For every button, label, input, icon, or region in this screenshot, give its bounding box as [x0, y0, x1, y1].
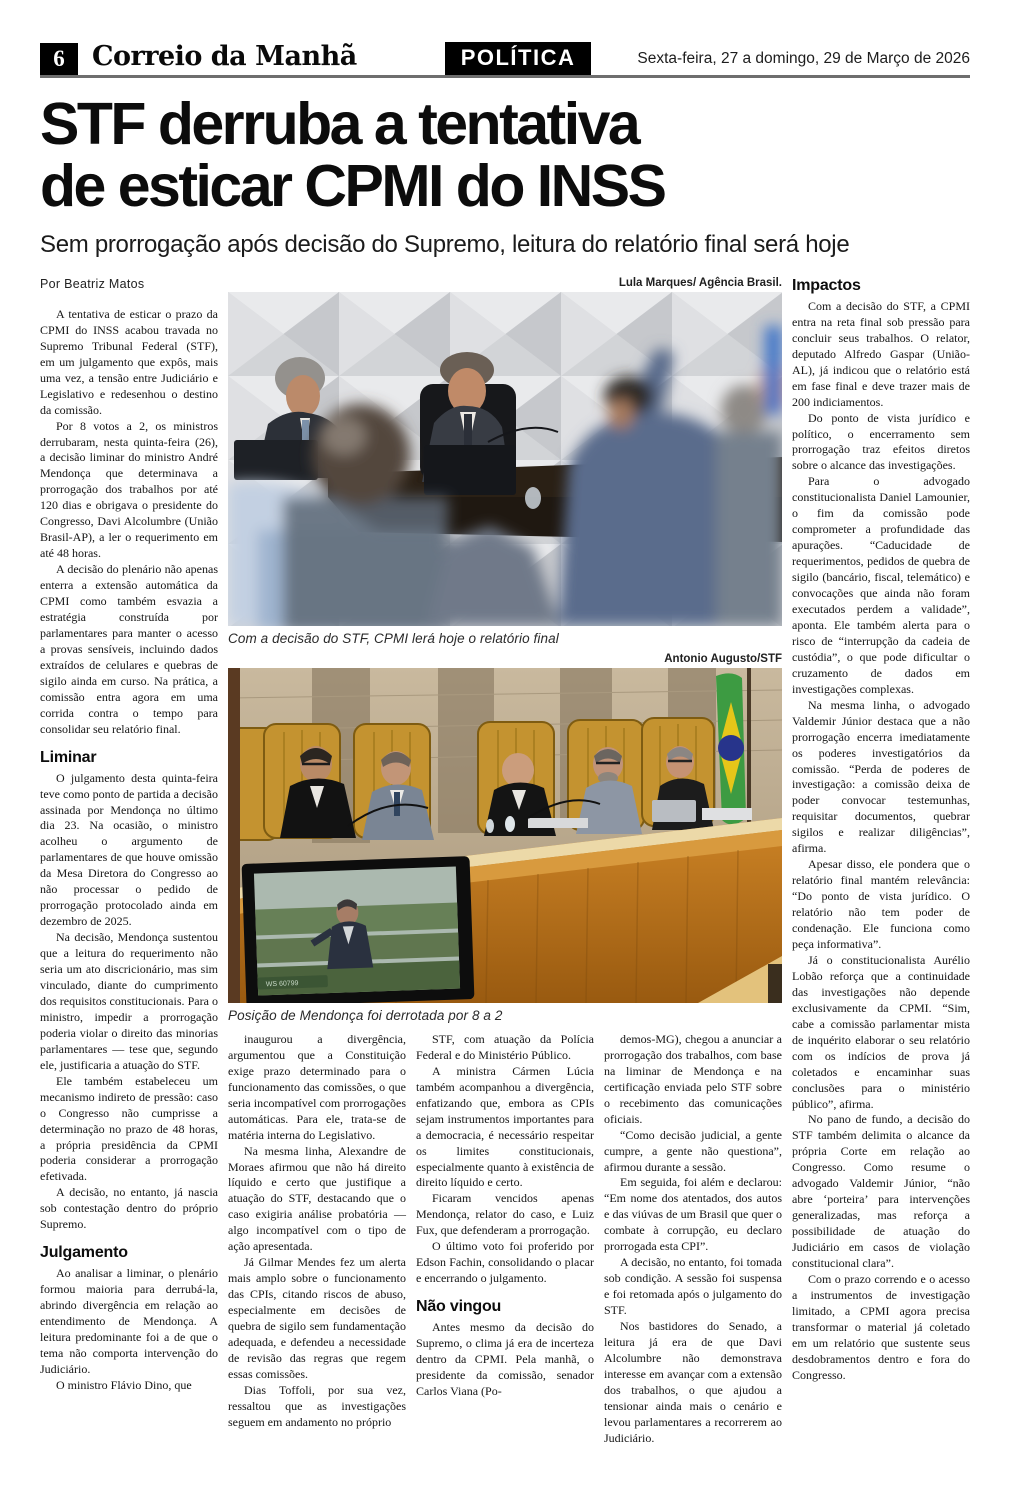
paragraph: Ao analisar a liminar, o plenário formou maioria para derrubá-la, abrindo divergência em relação ao entendimento de Mendonça. A leitura predominante foi a de que o tema não comporta intervenção do Judiciário. [40, 1266, 218, 1376]
photo-credit-2: Antonio Augusto/STF [664, 652, 782, 665]
tv-screen-label: WS 60799 [265, 979, 299, 989]
paragraph: A ministra Cármen Lúcia também acompanhou a divergência, enfatizando que, embora as CPIs sejam instrumentos importantes para a democracia, é necessário respeitar os limites constitucionais, especialmente quanto à existência de direito líquido e certo. [416, 1063, 594, 1190]
paragraph: No pano de fundo, a decisão do STF também delimita o alcance da própria Corte em relação ao Congresso. Como resume o advogado Valdemir Júnior, “não abre ‘porteira’ para intervenções generalizadas, mas reforça a possibilidade de atuação do Judiciário em casos de violação constitucional clara”. [792, 1112, 970, 1271]
paragraph: Com a decisão do STF, a CPMI entra na reta final sob pressão para concluir seus trabalhos. O relator, deputado Alfredo Gaspar (União-AL), já indicou que o relatório está em fase final e deve trazer mais de 200 indiciamentos. [792, 298, 970, 409]
headline [40, 91, 970, 219]
paragraph: A decisão do plenário não apenas enterra a extensão automática da CPMI como também esvazia a estratégia construída por parlamentares para manter o acesso a provas sensíveis, incluindo dados extraídos de celulares e quebras de sigilo ainda em curso. Na prática, a comissão entra agora em uma corrida contra o tempo para consolidar seu relatório final. [40, 562, 218, 736]
paragraph: Por 8 votos a 2, os ministros derrubaram, nesta quinta-feira (26), a decisão liminar do ministro André Mendonça que determinava a prorrogação dos trabalhos por até 120 dias e obrigava o presidente do Congresso, Davi Alcolumbre (União Brasil-AP), a ler o requerimento em até 48 horas. [40, 418, 218, 561]
paragraph: Na decisão, Mendonça sustentou que a leitura do requerimento não seria um ato discricionário, mas sim vinculado, diante do cumprimento dos requisitos constitucionais. Para o ministro, impedir a prorrogação poderia violar o direito das minorias parlamentares — tese que, segundo ele, justificaria a atuação do STF. [40, 930, 218, 1072]
section-heading-impactos: Impactos [792, 276, 861, 294]
paragraph: Antes mesmo da decisão do Supremo, o clima já era de incerteza dentro da CPMI. Pela manhã, o presidente da comissão, senador Carlos Viana (Po- [416, 1320, 594, 1398]
section-heading-liminar: Liminar [40, 748, 97, 766]
masthead: Correio da Manhã [92, 41, 357, 72]
page-header [40, 42, 970, 78]
paragraph: Com o prazo correndo e o acesso a instrumentos de investigação limitado, a CPMI agora precisa transformar o material já coletado em um relatório que sustente seus desdobramentos dentro e fora do Congresso. [792, 1272, 970, 1382]
article-column-4 [604, 1032, 782, 1447]
paragraph: Ficaram vencidos apenas Mendonça, relator do caso, e Luiz Fux, que defenderam a prorrogação. [416, 1191, 594, 1238]
stf-plenary-photo [228, 668, 782, 1003]
paragraph: “Como decisão judicial, a gente cumpre, a gente não questiona”, afirmou durante a sessão. [604, 1127, 782, 1174]
photo-credit-1: Lula Marques/ Agência Brasil. [618, 276, 782, 289]
paragraph: O último voto foi proferido por Edson Fachin, consolidando o placar e encerrando o julgamento. [416, 1239, 594, 1286]
headline-line-2: de esticar CPMI do INSS [40, 152, 665, 219]
photo-caption-1: Com a decisão do STF, CPMI lerá hoje o relatório final [228, 630, 559, 646]
photo-caption-2: Posição de Mendonça foi derrotada por 8 a 2 [228, 1007, 503, 1023]
page-number: 6 [40, 43, 78, 75]
content-grid [40, 277, 970, 1447]
paragraph: Em seguida, foi além e declarou: “Em nome dos atentados, dos autos e das viúvas de um Brasil que quer o combate à corrupção, eu declaro prorrogada esta CPI”. [604, 1175, 782, 1254]
paragraph: Ele também estabeleceu um mecanismo indireto de pressão: caso o Congresso não cumprisse a determinação no prazo de 48 horas, a própria presidência da CPMI poderia considerar a prorrogação efetivada. [40, 1073, 218, 1184]
article-column-2 [228, 1032, 406, 1447]
article-column-5 [792, 277, 970, 1447]
paragraph: inaugurou a divergência, argumentou que a Constituição exige prazo determinado para o funcionamento das comissões, o que seria incompatível com prorrogações automáticas. Para ele, trata-se de matéria interna do Legislativo. [228, 1031, 406, 1142]
paragraph: O ministro Flávio Dino, que [56, 1377, 192, 1392]
section-badge: POLÍTICA [445, 42, 592, 75]
media-column [228, 277, 782, 1447]
paragraph: A tentativa de esticar o prazo da CPMI do INSS acabou travada no Supremo Tribunal Federal (STF), em um julgamento que expôs, mais uma vez, a tensão entre Judiciário e Legislativo e redesenhou o destino da comissão. [40, 306, 218, 417]
paragraph: A decisão, no entanto, foi tomada sob condição. A sessão foi suspensa e foi retomada após o julgamento do STF. [604, 1255, 782, 1318]
paragraph: STF, com atuação da Polícia Federal e do Ministério Público. [416, 1031, 594, 1062]
paragraph: Para o advogado constitucionalista Daniel Lamounier, o fim da comissão pode comprometer a profundidade das apurações. “Caducidade de requerimentos, pedidos de quebra de sigilo (bancário, fiscal, telemático) e convocações que ainda não foram executados perdem a validade”, aponta. Ele também alerta para o risco de “interrupção da cadeia de custódia”, o que pode dificultar o cruzamento de dados em investigações complexas. [792, 474, 970, 696]
paragraph: Na mesma linha, Alexandre de Moraes afirmou que não há direito líquido e certo que justifique a atuação do STF, destacando que o caso exigiria análise probatória — algo incompatível com o tipo de ação apresentada. [228, 1143, 406, 1254]
cpmi-committee-photo [228, 292, 782, 626]
byline: Por Beatriz Matos [40, 276, 145, 291]
paragraph: Apesar disso, ele pondera que o relatório final mantém relevância: “Do ponto de vista jurídico. O relatório não tem poder de condenação. Ele funciona como peça informativa”. [792, 857, 970, 951]
section-heading-nao-vingou: Não vingou [416, 1298, 502, 1316]
paragraph: Nos bastidores do Senado, a leitura já era de que Davi Alcolumbre não demonstrava interesse em avançar com a extensão dos trabalhos, o que ajudou a tensionar ainda mais o cenário e levou parlamentares a recorrerem ao Judiciário. [604, 1319, 782, 1445]
paragraph: demos-MG), chegou a anunciar a prorrogação dos trabalhos, com base na liminar de Mendonça e na certificação enviada pelo STF sobre o recebimento das comunicações oficiais. [604, 1031, 782, 1126]
paragraph: Dias Toffoli, por sua vez, ressaltou que as investigações seguem em andamento no próprio [228, 1382, 406, 1429]
paragraph: A decisão, no entanto, já nascia sob contestação dentro do próprio Supremo. [40, 1185, 218, 1232]
paragraph: Na mesma linha, o advogado Valdemir Júnior destaca que a não prorrogação encerra imediatamente os poderes investigatórios da comissão. “Perda de poderes de investigação: a comissão deixa de poder convocar testemunhas, requisitar documentos, quebrar sigilos e realizar diligências”, afirma. [792, 697, 970, 856]
paragraph: O julgamento desta quinta-feira teve como ponto de partida a decisão assinada por Mendonça no último dia 23. Na ocasião, o ministro acolheu o argumento de parlamentares de que houve omissão da Mesa Diretora do Congresso ao não processar o pedido de prorrogação protocolado ainda em dezembro de 2025. [40, 770, 218, 929]
paragraph: Já Gilmar Mendes fez um alerta mais amplo sobre o funcionamento das CPIs, citando riscos de abuso, especialmente em decisões de quebra de sigilo sem fundamentação adequada, e defendeu a necessidade de revisão das regras que regem essas comissões. [228, 1255, 406, 1381]
article-column-3 [416, 1032, 594, 1447]
subheadline: Sem prorrogação após decisão do Supremo, leitura do relatório final será hoje [40, 230, 850, 258]
edition-date: Sexta-feira, 27 a domingo, 29 de Março de 2026 [637, 50, 970, 67]
left-wood-edge [228, 668, 240, 1003]
section-heading-julgamento: Julgamento [40, 1244, 128, 1262]
headline-line-1: STF derruba a tentativa [40, 91, 639, 157]
paragraph: Já o constitucionalista Aurélio Lobão reforça que a continuidade das investigações não depende exclusivamente da CPMI. “Sim, cabe a comissão parlamentar mista de inquérito elaborar o seu relatório com os indícios de prova já coletados e encaminhar suas conclusões para o ministério público”, afirma. [792, 952, 970, 1111]
article-column-1 [40, 277, 218, 1447]
bottom-columns [228, 1032, 782, 1447]
tv-monitor [242, 856, 475, 1003]
paragraph: Do ponto de vista jurídico e político, o encerramento sem prorrogação traz efeitos diretos sobre o alcance das investigações. [792, 410, 970, 473]
